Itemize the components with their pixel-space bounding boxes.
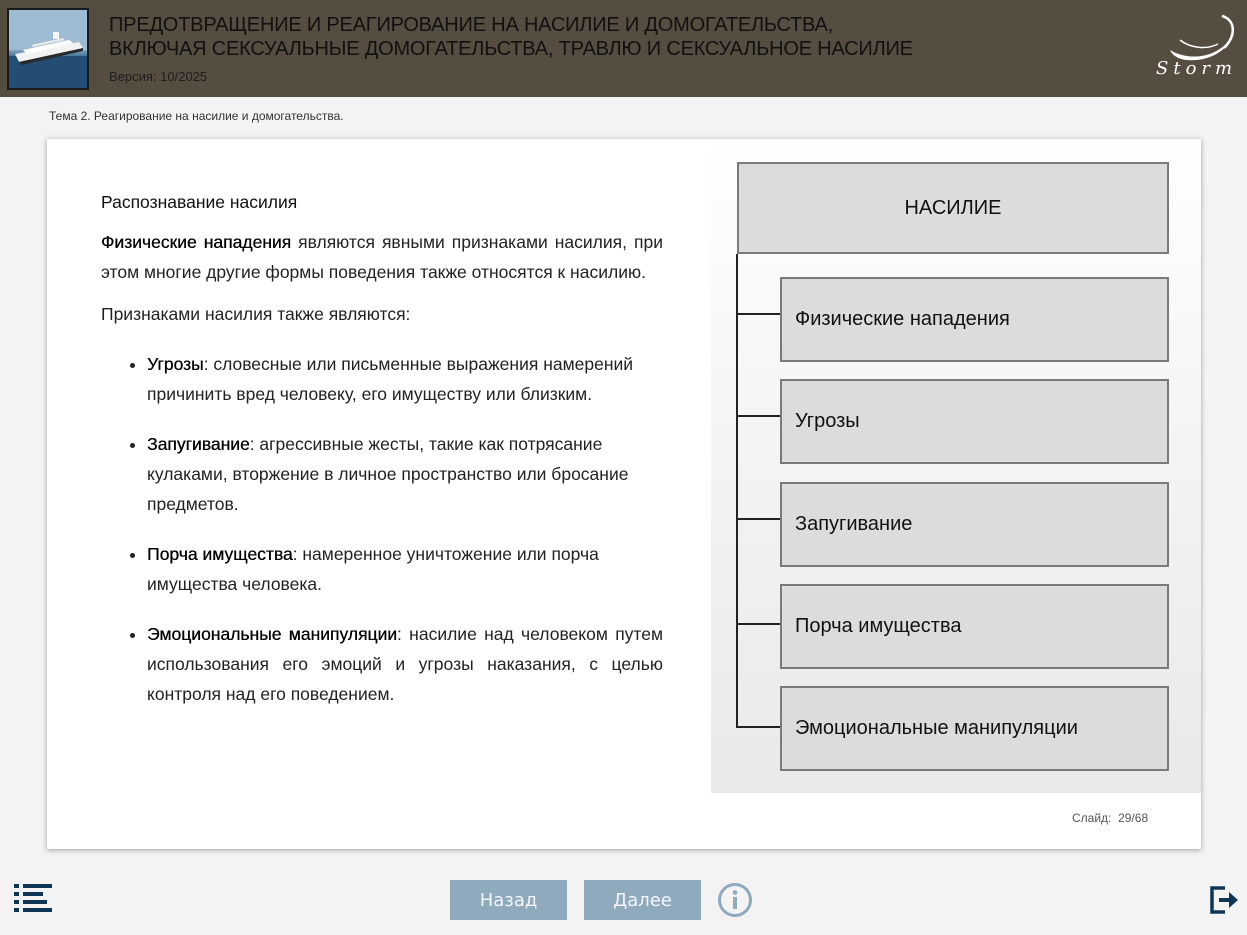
list-item xyxy=(147,539,663,599)
slide-counter-current: 29 xyxy=(1118,811,1132,825)
diagram-connector xyxy=(736,623,780,625)
slide-counter-separator: / xyxy=(1131,811,1135,825)
bullet-term: Угрозы xyxy=(147,354,204,374)
course-title-line2: ВКЛЮЧАЯ СЕКСУАЛЬНЫЕ ДОМОГАТЕЛЬСТВА, ТРАВЛЮ И СЕКСУАЛЬНОЕ НАСИЛИЕ xyxy=(109,38,913,60)
slide-counter xyxy=(1072,811,1148,825)
slide-card xyxy=(47,139,1201,849)
violence-diagram xyxy=(711,139,1201,793)
bullet-text: : словесные или письменные выражения намерений причинить вред человеку, его имуществу или близким. xyxy=(147,354,634,404)
course-header xyxy=(0,0,1247,97)
bullet-term: Эмоциональные манипуляции xyxy=(147,624,397,644)
bullet-text: : агрессивные жесты, такие как потрясание кулаками, вторжение в личное пространство или бросание предметов. xyxy=(147,434,629,514)
next-button[interactable]: Далее xyxy=(584,880,701,920)
slide-subheading: Распознавание насилия xyxy=(101,192,298,212)
diagram-connector xyxy=(736,313,780,315)
back-button[interactable]: Назад xyxy=(450,880,567,920)
exit-icon[interactable] xyxy=(1209,885,1239,915)
breadcrumb: Тема 2. Реагирование на насилие и домогательства. xyxy=(49,109,344,123)
diagram-connector xyxy=(736,518,780,520)
intro-term: Физические нападения xyxy=(101,232,292,252)
diagram-node-threats: Угрозы xyxy=(780,379,1169,464)
course-title-line1: ПРЕДОТВРАЩЕНИЕ И РЕАГИРОВАНИЕ НА НАСИЛИЕ И ДОМОГАТЕЛЬСТВА, xyxy=(109,14,833,36)
diagram-connector xyxy=(736,415,780,417)
slide-counter-total: 68 xyxy=(1134,811,1149,825)
list-item xyxy=(147,349,663,409)
bullet-term: Запугивание xyxy=(147,434,250,454)
diagram-node-intimidation: Запугивание xyxy=(780,482,1169,567)
course-title xyxy=(109,13,1009,61)
cruise-ship-image xyxy=(7,8,89,90)
signs-list xyxy=(101,349,663,709)
diagram-connector xyxy=(736,254,738,728)
diagram-node-physical: Физические нападения xyxy=(780,277,1169,362)
bullet-text: : намеренное уничтожение или порча имущества человека. xyxy=(147,544,599,594)
intro-paragraph xyxy=(101,227,663,287)
diagram-node-emotional: Эмоциональные манипуляции xyxy=(780,686,1169,771)
intro-text: являются явными признаками насилия, при этом многие другие формы поведения также относятся к насилию. xyxy=(101,232,663,282)
list-item xyxy=(147,429,663,519)
slide-text xyxy=(101,187,663,729)
info-icon[interactable] xyxy=(717,882,753,918)
slide-counter-label: Слайд: xyxy=(1072,811,1112,825)
logo-text: Storm xyxy=(1156,58,1238,79)
list-menu-icon[interactable] xyxy=(14,884,52,912)
version-label: Версия: 10/2025 xyxy=(109,69,208,84)
signs-intro: Признаками насилия также являются: xyxy=(101,304,411,324)
list-item xyxy=(147,619,663,709)
diagram-connector xyxy=(736,726,780,728)
diagram-root: НАСИЛИЕ xyxy=(737,162,1169,254)
bullet-text: : насилие над человеком путем использования его эмоций и угрозы наказания, с целью контроля над его поведением. xyxy=(147,624,664,704)
diagram-node-property: Порча имущества xyxy=(780,584,1169,669)
bullet-term: Порча имущества xyxy=(147,544,293,564)
